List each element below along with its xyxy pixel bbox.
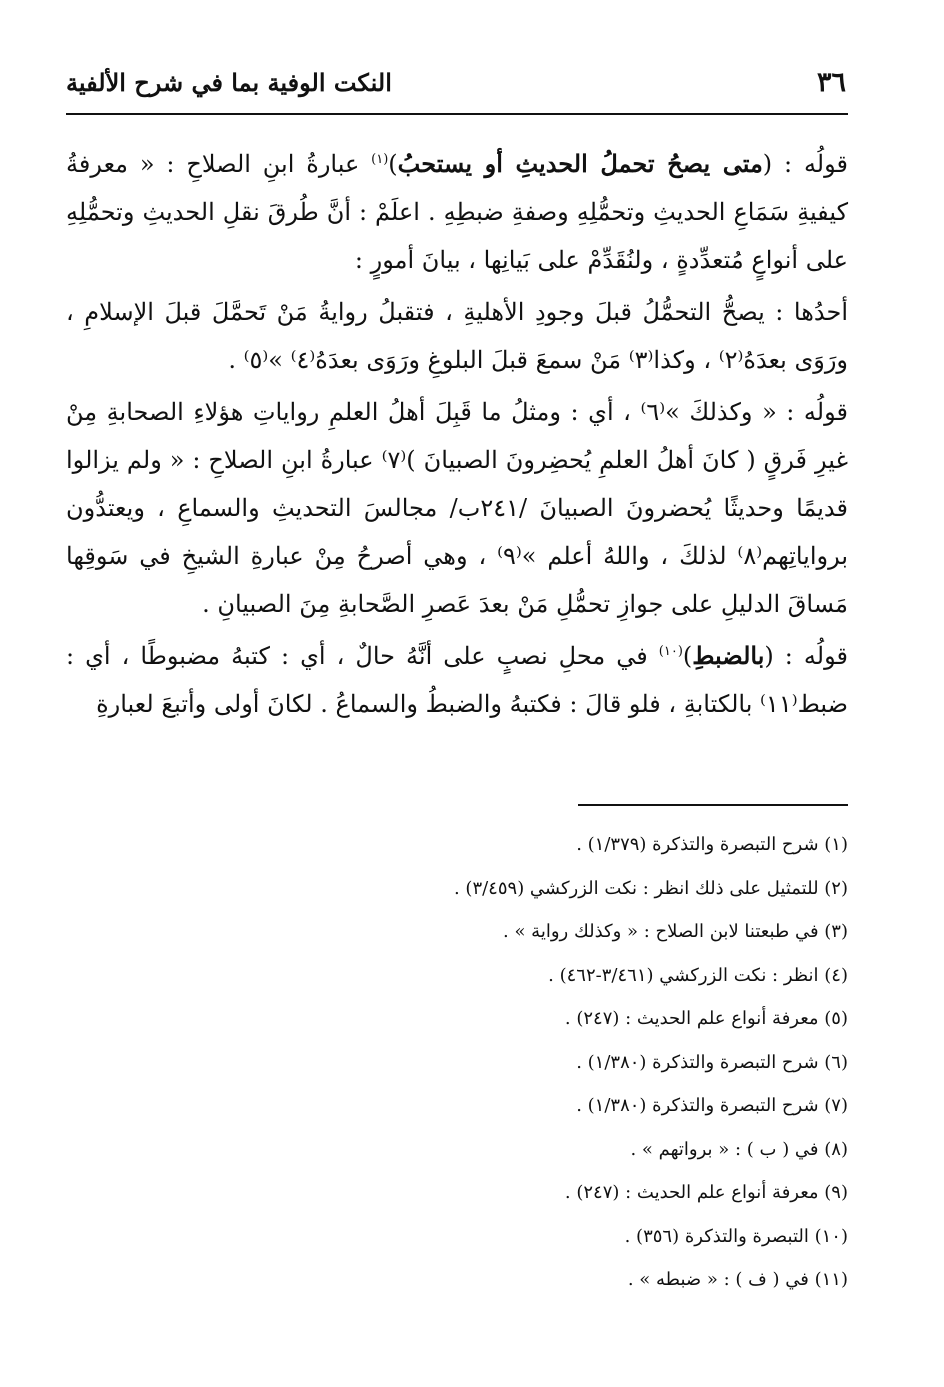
- footnote: (٢) للتمثيل على ذلك انظر : نكت الزركشي (٣/٤٥٩) .: [453, 877, 848, 899]
- page-number: ٣٦: [816, 66, 846, 98]
- footnote-ref: (١٠): [658, 644, 683, 659]
- footnote: (٣) في طبعتنا لابن الصلاح : « وكذلك رواية » .: [503, 921, 848, 942]
- header-rule: [66, 113, 848, 115]
- paragraph-prefix: قولُه : (: [764, 642, 848, 670]
- paragraph-text: أحدُها : يصحُّ التحمُّلُ قبلَ وجودِ الأهليةِ ، فتقبلُ روايةُ مَنْ تَحمَّلَ قبلَ الإسلامِ ، ورَوَى بعدَهُ⁽٢⁾ ، وكذا⁽٣⁾ مَنْ سمعَ قبلَ البلوغِ ورَوَى بعدَهُ⁽٤⁾ »⁽٥⁾ .: [66, 298, 848, 374]
- paragraph: [66, 632, 848, 728]
- paragraph: [66, 140, 848, 284]
- footnote: (٩) معرفة أنواع علم الحديث : (٢٤٧) .: [564, 1182, 848, 1203]
- paragraph-text: قولُه : « وكذلكَ »⁽٦⁾ ، أي : ومثلُ ما قَبِلَ أهلُ العلمِ رواياتِ هؤلاءِ الصحابةِ مِنْ غيرِ فَرقٍ ( كانَ أهلُ العلمِ يُحضِرونَ الصبيانَ )⁽٧⁾ عبارةُ ابنِ الصلاحِ : « ولم يزالوا قديمًا وحديثًا يُحضرونَ الصبيانَ /٢٤١ب/ مجالسَ التحديثِ والسماعِ ، ويعتدُّون برواياتِهم⁽٨⁾ لذلكَ ، واللهُ أعلم »⁽٩⁾ ، وهي أصرحُ مِنْ عبارةِ الشيخِ في سَوقِها مَساقَ الدليلِ على جوازِ تحمُّلِ مَنْ بعدَ عَصرِ الصَّحابةِ مِنَ الصبيانِ .: [66, 398, 849, 618]
- footnote: (٨) في ( ب ) : « برواتهم » .: [630, 1138, 848, 1160]
- footnote: (٥) معرفة أنواع علم الحديث : (٢٤٧) .: [564, 1008, 848, 1029]
- paragraph-closing: ): [388, 150, 398, 178]
- paragraph-closing: ): [682, 642, 693, 670]
- footnote: (١) شرح التبصرة والتذكرة (١/٣٧٩) .: [576, 834, 848, 855]
- footnote-ref: (١): [371, 152, 389, 167]
- main-text: [66, 140, 848, 732]
- paragraph-text: في محلِ نصبٍ على أنَّهُ حالٌ ، أي : كتبهُ مضبوطًا ، أي : ضبط⁽١١⁾ بالكتابةِ ، فلو قالَ : فكتبهُ والضبطُ والسماعُ . لكانَ أولى وأتبعَ لعبارةِ: [66, 642, 848, 718]
- footnote: (١١) في ( ف ) : « ضبطه » .: [627, 1269, 848, 1290]
- footnote: (١٠) التبصرة والتذكرة (٣٥٦) .: [624, 1225, 848, 1247]
- quoted-term: بالضبطِ: [692, 641, 765, 670]
- page-header: [66, 62, 846, 102]
- paragraph: [66, 388, 848, 628]
- footnote: (٦) شرح التبصرة والتذكرة (١/٣٨٠) .: [576, 1051, 848, 1073]
- running-title: النكت الوفية بما في شرح الألفية: [66, 67, 392, 97]
- footnote: (٤) انظر : نكت الزركشي (٣/٤٦١-٤٦٢) .: [548, 964, 848, 986]
- footnotes-list: [66, 823, 848, 1302]
- quoted-term: متى يصحُ تحملُ الحديثِ أو يستحبُ: [397, 149, 763, 178]
- paragraph-prefix: قولُه : (: [762, 150, 848, 178]
- footnote: (٧) شرح التبصرة والتذكرة (١/٣٨٠) .: [576, 1095, 848, 1116]
- paragraph-text: عبارةُ ابنِ الصلاحِ : « معرفةُ كيفيةِ سَمَاعِ الحديثِ وتحمُّلِهِ وصفةِ ضبطِهِ . اعلَمْ : أنَّ طُرقَ نقلِ الحديثِ وتحمُّلِهِ على أنواعٍ مُتعدِّدةٍ ، ولنُقَدِّمْ على بَيانِها ، بيانَ أمورٍ :: [66, 150, 848, 274]
- footnote-separator: [578, 804, 848, 806]
- paragraph: [66, 288, 848, 384]
